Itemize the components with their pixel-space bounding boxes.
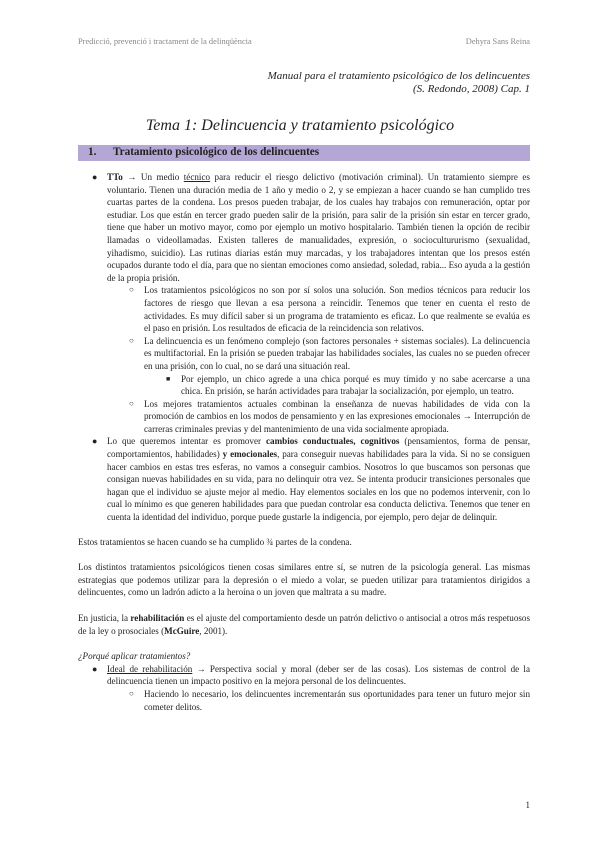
- underlined-term: Ideal de rehabilitación: [107, 663, 193, 674]
- book-author-chapter: (S. Redondo, 2008) Cap. 1: [412, 83, 530, 95]
- bold-term: cambios conductuales, cognitivos: [266, 436, 400, 447]
- underlined-term: técnico: [183, 172, 211, 182]
- bullet-tto: ● TTo → Un medio técnico para reducir el riesgo delictivo (motivación criminal). Un tratamiento siempre es voluntario. Tienen una duración media de 1 año y medio o 2, y se empiezan a hacer cuando se han cumplido tres cuartas partes de la condena. Los presos pueden trabajar, de los cuales hay trabajos con remuneración, optar por estudiar. Los que están en tercer grado pueden salir de la prisión, para salir de la prisión sin estar en tercer grado, tiene que haber un motivo mayor, como por ejemplo un motivo hospitalario. También tienen la opción de recibir llamadas o videollamadas. Existen talleres de manualidades, expresión, o sociocultururismo (sexualidad, yihadismo, suicidio). Las rutinas diarias están muy marcadas, y los trabajadores intentan que los presos estén ocupados durante todo el día, para que no sientan emociones como ansiedad, soledad, rabia... Eso ayuda a la gestión de la propia prisión.: [92, 172, 530, 283]
- running-header-author: Dehyra Sans Reina: [465, 37, 530, 46]
- page-number: 1: [525, 800, 530, 810]
- book-reference: [170, 70, 530, 96]
- sub-bullet-marker: ○: [129, 688, 134, 698]
- question-heading: ¿Porqué aplicar tratamientos?: [78, 651, 191, 662]
- paragraph-rehabilitacion: En justicia, la rehabilitación es el ajuste del comportamiento desde un patrón delictivo o antisocial a otros más respetuosos de la ley o prosociales (McGuire, 2001).: [78, 613, 530, 636]
- sub-bullet-tratamientos: ○ Los tratamientos psicológicos no son por sí solos una solución. Son medios técnicos para reducir los factores de riesgo que llevan a esa persona a reincidir. Tenemos que tener en cuenta el resto de actividades. Es muy difícil saber si un programa de tratamiento es eficaz. Lo que realmente se evalúa es el paso en prisión. Los resultados de eficacia de la reincidencia son relativos.: [129, 285, 530, 334]
- section-number: 1.: [88, 146, 97, 158]
- sub-bullet-marker: ○: [129, 335, 134, 345]
- sub-bullet-mejores-tratamientos: ○ Los mejores tratamientos actuales combinan la enseñanza de nuevas habilidades de vida con la promoción de cambios en los modos de pensamiento y en las expresiones emocionales → Interrupción de carreras criminales previas y del mantenimiento de una vida socialmente apropiada.: [129, 398, 530, 434]
- citation: McGuire: [164, 625, 200, 636]
- section-heading: [78, 145, 530, 161]
- book-title: Manual para el tratamiento psicológico de los delincuentes: [267, 70, 530, 82]
- section-title: Tratamiento psicológico de los delincuentes: [113, 146, 320, 158]
- bold-term: y emocionales: [222, 449, 278, 460]
- square-bullet-marker: ■: [166, 374, 171, 383]
- running-header-course: Predicció, prevenció i tractament de la delinqüència: [78, 37, 252, 46]
- bullet-cambios: ● Lo que queremos intentar es promover cambios conductuales, cognitivos (pensamientos, forma de pensar, comportamientos, habilidades) y emocionales, para conseguir nuevas habilidades para la vida. Si no se consiguen hacer cambios en estas tres esferas, no vamos a conseguir cambios. Nosotros lo que buscamos son personas que consigan nuevas habilidades en su vida, para no delinquir otra vez. Se intenta producir transiciones personales que hagan que el individuo se ajuste mejor al medio. Hay elementos sociales en los que no podemos intervenir, con lo cual lo mínimo es que generen habilidades para que puedan controlar esa conducta delictiva. Tenemos que tener en cuenta la identidad del individuo, porque puede gustarle la indigencia, por ejemplo, pero dejar de delinquir.: [92, 436, 531, 523]
- sub-bullet-delincuencia: ○ La delincuencia es un fenómeno complejo (son factores personales + sistemas sociales). La delincuencia es multifactorial. En la prisión se pueden trabajar las habilidades sociales, las cuales no se pueden ofrecer en una prisión, con lo cual, no se dará una situación real.: [129, 335, 530, 371]
- sub-sub-bullet-ejemplo: ■ Por ejemplo, un chico agrede a una chica porqué es muy tímido y no sabe acercarse a una chica. En prisión, se harán actividades para trabajar la socialización, por ejemplo, un teatro.: [166, 373, 530, 397]
- sub-bullet-marker: ○: [129, 285, 134, 295]
- topic-title: Tema 1: Delincuencia y tratamiento psicológico: [145, 117, 455, 134]
- paragraph-tratamientos-similares: Los distintos tratamientos psicológicos tienen cosas similares entre sí, se nutren de la psicología general. Las mismas estrategias que podemos utilizar para la depresión o el miedo a volar, se pueden utilizar para tratamientos dirigidos a delincuentes, como un ladrón adicto a la heroína o un joven que maltrata a su madre.: [78, 562, 530, 598]
- bold-term: rehabilitación: [130, 613, 185, 623]
- arrow-glyph: →: [127, 172, 137, 182]
- arrow-glyph: →: [196, 663, 206, 674]
- sub-bullet-oportunidades: ○ Haciendo lo necesario, los delincuentes incrementarán sus oportunidades para tener un futuro mejor sin cometer delitos.: [129, 688, 530, 712]
- bullet-lead: TTo: [107, 172, 123, 182]
- bullet-marker: ●: [92, 436, 98, 447]
- arrow-glyph: →: [462, 411, 472, 422]
- paragraph-condena: Estos tratamientos se hacen cuando se ha cumplido ¾ partes de la condena.: [78, 536, 352, 547]
- sub-bullet-marker: ○: [129, 398, 134, 408]
- bullet-marker: ●: [92, 172, 98, 182]
- bullet-ideal-rehabilitacion: ● Ideal de rehabilitación → Perspectiva social y moral (deber ser de las cosas). Los sistemas de control de la delincuencia tienen un impacto positivo en la mejora personal de los delincuentes.: [92, 663, 530, 687]
- body-content: [78, 171, 530, 713]
- bullet-marker: ●: [92, 663, 98, 674]
